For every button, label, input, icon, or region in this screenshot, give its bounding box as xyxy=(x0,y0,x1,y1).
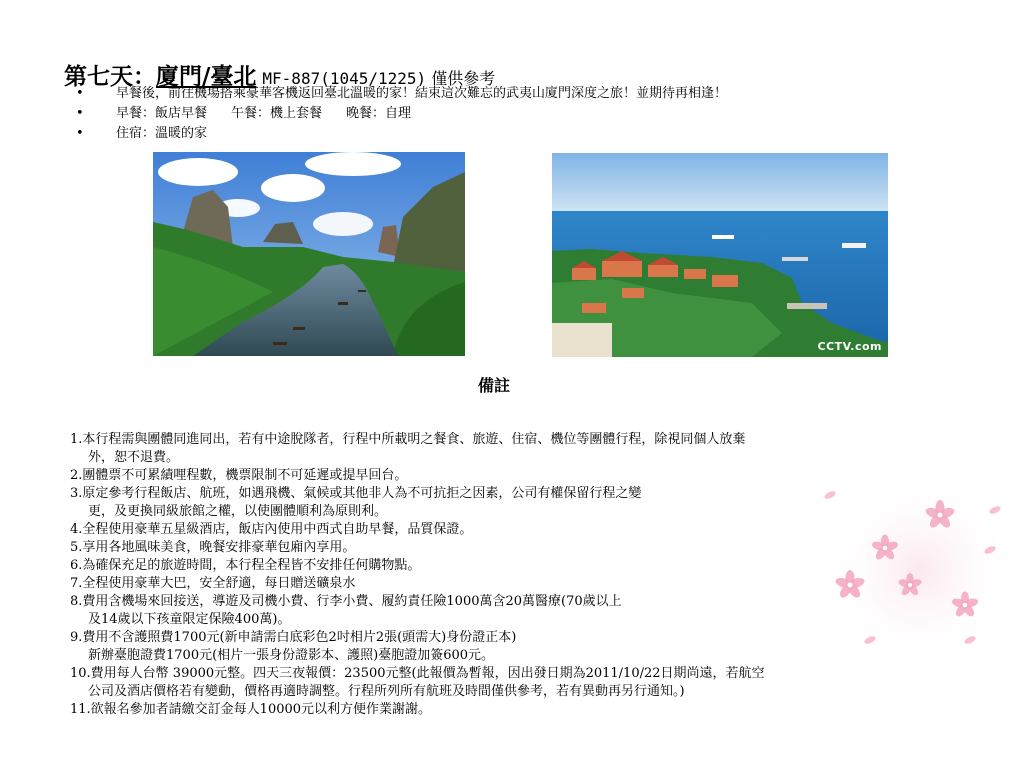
remark-item-continued: 外，恕不退費。 xyxy=(88,450,180,465)
remark-item: 4.全程使用豪華五星級酒店，飯店內使用中西式自助早餐，品質保證。 xyxy=(70,522,473,537)
day-description: 早餐後，前往機場搭乘豪華客機返回臺北溫暖的家！結束這次難忘的武夷山廈門深度之旅！並期待再相逢！ xyxy=(116,86,728,101)
day-label: 第七天： xyxy=(64,63,156,90)
remarks-title: 備註 xyxy=(478,376,511,395)
remark-item-continued: 及14歲以下孩童限定保險400萬)。 xyxy=(88,612,291,627)
list-item xyxy=(76,84,727,104)
remark-item: 6.為確保充足的旅遊時間，本行程全程皆不安排任何購物點。 xyxy=(70,558,421,573)
sakura-decoration xyxy=(810,470,1010,670)
reference-note: 僅供參考 xyxy=(431,69,496,88)
remark-item-continued: 更，及更換同級旅館之權，以使團體順利為原則利。 xyxy=(88,504,388,519)
lodging-info: 住宿：溫暖的家 xyxy=(116,126,208,141)
remark-item: 7.全程使用豪華大巴，安全舒適，每日贈送礦泉水 xyxy=(70,576,356,591)
remark-item-continued: 公司及酒店價格若有變動，價格再適時調整。行程所列所有航班及時間僅供參考，若有異動再另行通知。) xyxy=(88,684,685,699)
remark-item: 11.欲報名參加者請繳交訂金每人10000元以利方便作業謝謝。 xyxy=(70,702,432,717)
bullet-dot: • xyxy=(76,86,84,101)
mountain-river-photo xyxy=(153,152,465,356)
remark-item: 10.費用每人台幣 39000元整。四天三夜報價：23500元整(此報價為暫報，因出發日期為2011/10/22日期尚遠，若航空 xyxy=(70,666,765,681)
breakfast-info: 早餐：飯店早餐 xyxy=(116,106,208,121)
remark-item: 5.享用各地風味美食，晚餐安排豪華包廂內享用。 xyxy=(70,540,356,555)
list-item xyxy=(76,124,727,144)
remark-item: 3.原定參考行程飯店、航班，如遇飛機、氣候或其他非人為不可抗拒之因素，公司有權保留行程之變 xyxy=(70,486,642,501)
list-item xyxy=(76,104,727,124)
remark-item: 8.費用含機場來回接送，導遊及司機小費、行李小費、履約責任險1000萬含20萬醫療(70歲以上 xyxy=(70,594,622,609)
bullet-dot: • xyxy=(76,106,84,121)
remark-item: 9.費用不含護照費1700元(新申請需白底彩色2吋相片2張(頭需大)身份證正本) xyxy=(70,630,517,645)
flight-number: MF-887(1045/1225) xyxy=(262,69,427,88)
dinner-info: 晚餐：自理 xyxy=(346,106,412,121)
itinerary-bullets xyxy=(76,84,727,144)
remark-item: 2.團體票不可累績哩程數，機票限制不可延遲或提早回台。 xyxy=(70,468,408,483)
mountain-river-icon xyxy=(153,152,465,356)
route-label: 廈門/臺北 xyxy=(156,63,257,90)
remark-item-continued: 新辦臺胞證費1700元(相片一張身份證影本、護照)臺胞證加簽600元。 xyxy=(88,648,495,663)
bullet-dot: • xyxy=(76,126,84,141)
cctv-watermark: CCTV.com xyxy=(817,340,882,353)
island-coast-photo xyxy=(552,153,888,357)
remark-item: 1.本行程需與團體同進同出，若有中途脫隊者，行程中所載明之餐食、旅遊、住宿、機位等團體行程，除視同個人放棄 xyxy=(70,432,746,447)
lunch-info: 午餐：機上套餐 xyxy=(231,106,323,121)
island-coast-icon xyxy=(552,153,888,357)
sakura-icon xyxy=(810,470,1010,670)
